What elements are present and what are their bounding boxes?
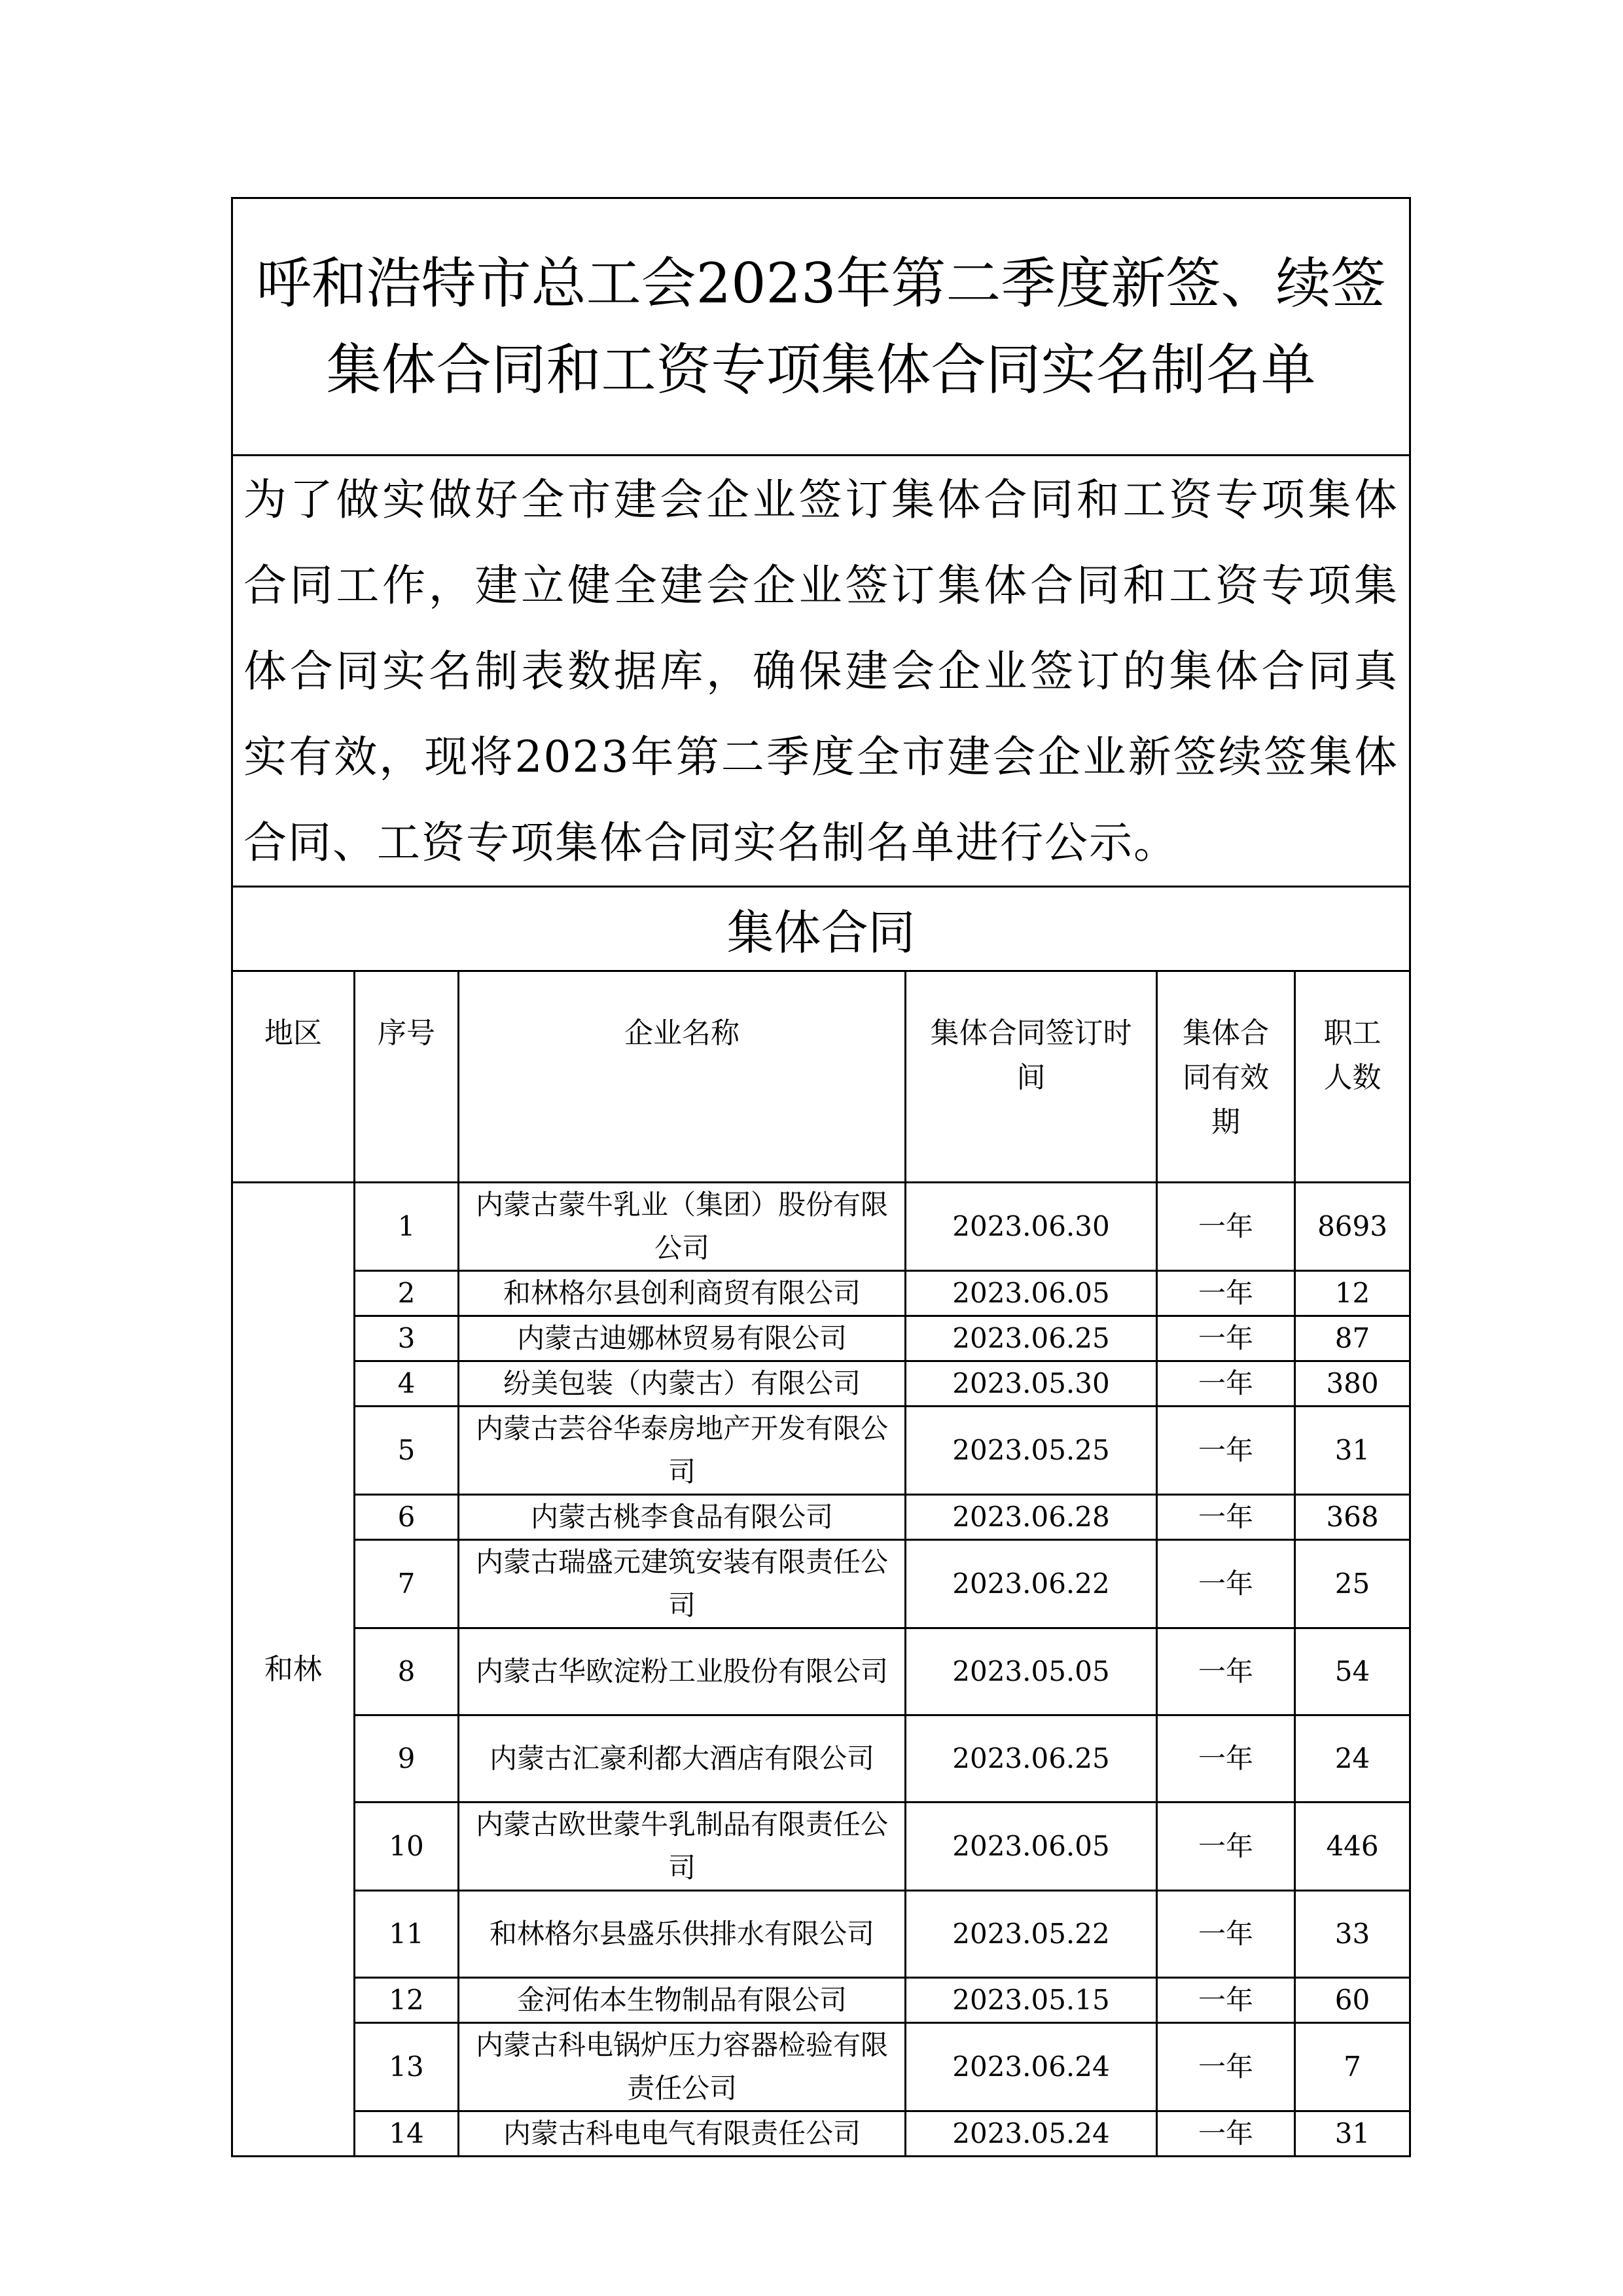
table-row — [232, 1540, 1410, 1628]
header-company: 企业名称 — [459, 971, 906, 1183]
section-title: 集体合同 — [232, 887, 1410, 971]
seq-cell: 6 — [355, 1495, 459, 1540]
validity-cell: 一年 — [1157, 1978, 1295, 2023]
seq-cell: 10 — [355, 1803, 459, 1891]
table-row — [232, 1628, 1410, 1715]
sign-date-cell: 2023.05.05 — [906, 1628, 1157, 1715]
seq-cell: 12 — [355, 1978, 459, 2023]
sign-date-cell: 2023.06.25 — [906, 1316, 1157, 1361]
validity-cell: 一年 — [1157, 1628, 1295, 1715]
employees-cell: 60 — [1295, 1978, 1410, 2023]
sign-date-cell: 2023.06.30 — [906, 1183, 1157, 1271]
validity-cell: 一年 — [1157, 1803, 1295, 1891]
header-validity: 集体合同有效期 — [1157, 971, 1295, 1183]
seq-cell: 9 — [355, 1715, 459, 1803]
region-cell: 和林 — [232, 1183, 355, 2157]
sign-date-cell: 2023.06.05 — [906, 1803, 1157, 1891]
document-page — [231, 197, 1409, 2157]
sign-date-cell: 2023.05.22 — [906, 1891, 1157, 1978]
employees-cell: 380 — [1295, 1361, 1410, 1407]
employees-cell: 31 — [1295, 2111, 1410, 2157]
table-row — [232, 2023, 1410, 2111]
validity-cell: 一年 — [1157, 1891, 1295, 1978]
header-sign-date: 集体合同签订时间 — [906, 971, 1157, 1183]
validity-cell: 一年 — [1157, 1316, 1295, 1361]
company-cell: 纷美包装（内蒙古）有限公司 — [459, 1361, 906, 1407]
employees-cell: 12 — [1295, 1271, 1410, 1316]
company-cell: 内蒙古蒙牛乳业（集团）股份有限公司 — [459, 1183, 906, 1271]
company-cell: 内蒙古迪娜林贸易有限公司 — [459, 1316, 906, 1361]
employees-cell: 87 — [1295, 1316, 1410, 1361]
employees-cell: 54 — [1295, 1628, 1410, 1715]
table-row — [232, 1183, 1410, 1271]
seq-cell: 7 — [355, 1540, 459, 1628]
sign-date-cell: 2023.06.28 — [906, 1495, 1157, 1540]
sign-date-cell: 2023.05.15 — [906, 1978, 1157, 2023]
company-cell: 内蒙古科电锅炉压力容器检验有限责任公司 — [459, 2023, 906, 2111]
employees-cell: 25 — [1295, 1540, 1410, 1628]
table-row — [232, 1271, 1410, 1316]
table-row — [232, 1495, 1410, 1540]
validity-cell: 一年 — [1157, 2023, 1295, 2111]
table-row — [232, 1891, 1410, 1978]
sign-date-cell: 2023.06.25 — [906, 1715, 1157, 1803]
company-cell: 内蒙古科电电气有限责任公司 — [459, 2111, 906, 2157]
employees-cell: 446 — [1295, 1803, 1410, 1891]
sign-date-cell: 2023.06.24 — [906, 2023, 1157, 2111]
table-row — [232, 1316, 1410, 1361]
contract-list-table — [231, 197, 1411, 2157]
intro-paragraph: 为了做实做好全市建会企业签订集体合同和工资专项集体合同工作，建立健全建会企业签订集体合同和工资专项集体合同实名制表数据库，确保建会企业签订的集体合同真实有效，现将2023年第二季度全市建会企业新签续签集体合同、工资专项集体合同实名制名单进行公示。 — [232, 456, 1410, 887]
sign-date-cell: 2023.05.30 — [906, 1361, 1157, 1407]
seq-cell: 8 — [355, 1628, 459, 1715]
company-cell: 和林格尔县盛乐供排水有限公司 — [459, 1891, 906, 1978]
table-row — [232, 1407, 1410, 1495]
employees-cell: 31 — [1295, 1407, 1410, 1495]
seq-cell: 13 — [355, 2023, 459, 2111]
seq-cell: 14 — [355, 2111, 459, 2157]
header-region: 地区 — [232, 971, 355, 1183]
sign-date-cell: 2023.05.25 — [906, 1407, 1157, 1495]
company-cell: 内蒙古汇豪利都大酒店有限公司 — [459, 1715, 906, 1803]
table-row — [232, 1361, 1410, 1407]
seq-cell: 1 — [355, 1183, 459, 1271]
sign-date-cell: 2023.06.22 — [906, 1540, 1157, 1628]
validity-cell: 一年 — [1157, 1361, 1295, 1407]
validity-cell: 一年 — [1157, 1495, 1295, 1540]
company-cell: 金河佑本生物制品有限公司 — [459, 1978, 906, 2023]
table-row — [232, 1803, 1410, 1891]
employees-cell: 8693 — [1295, 1183, 1410, 1271]
validity-cell: 一年 — [1157, 2111, 1295, 2157]
table-header-row — [232, 971, 1410, 1183]
company-cell: 内蒙古桃李食品有限公司 — [459, 1495, 906, 1540]
employees-cell: 368 — [1295, 1495, 1410, 1540]
validity-cell: 一年 — [1157, 1407, 1295, 1495]
header-employees: 职工人数 — [1295, 971, 1410, 1183]
company-cell: 内蒙古欧世蒙牛乳制品有限责任公司 — [459, 1803, 906, 1891]
validity-cell: 一年 — [1157, 1715, 1295, 1803]
validity-cell: 一年 — [1157, 1540, 1295, 1628]
employees-cell: 24 — [1295, 1715, 1410, 1803]
seq-cell: 2 — [355, 1271, 459, 1316]
company-cell: 内蒙古瑞盛元建筑安装有限责任公司 — [459, 1540, 906, 1628]
sign-date-cell: 2023.06.05 — [906, 1271, 1157, 1316]
employees-cell: 33 — [1295, 1891, 1410, 1978]
table-row — [232, 2111, 1410, 2157]
company-cell: 内蒙古华欧淀粉工业股份有限公司 — [459, 1628, 906, 1715]
seq-cell: 4 — [355, 1361, 459, 1407]
document-title: 呼和浩特市总工会2023年第二季度新签、续签集体合同和工资专项集体合同实名制名单 — [232, 198, 1410, 456]
seq-cell: 11 — [355, 1891, 459, 1978]
seq-cell: 3 — [355, 1316, 459, 1361]
validity-cell: 一年 — [1157, 1183, 1295, 1271]
sign-date-cell: 2023.05.24 — [906, 2111, 1157, 2157]
table-row — [232, 1715, 1410, 1803]
company-cell: 内蒙古芸谷华泰房地产开发有限公司 — [459, 1407, 906, 1495]
seq-cell: 5 — [355, 1407, 459, 1495]
employees-cell: 7 — [1295, 2023, 1410, 2111]
company-cell: 和林格尔县创利商贸有限公司 — [459, 1271, 906, 1316]
table-row — [232, 1978, 1410, 2023]
validity-cell: 一年 — [1157, 1271, 1295, 1316]
header-seq: 序号 — [355, 971, 459, 1183]
